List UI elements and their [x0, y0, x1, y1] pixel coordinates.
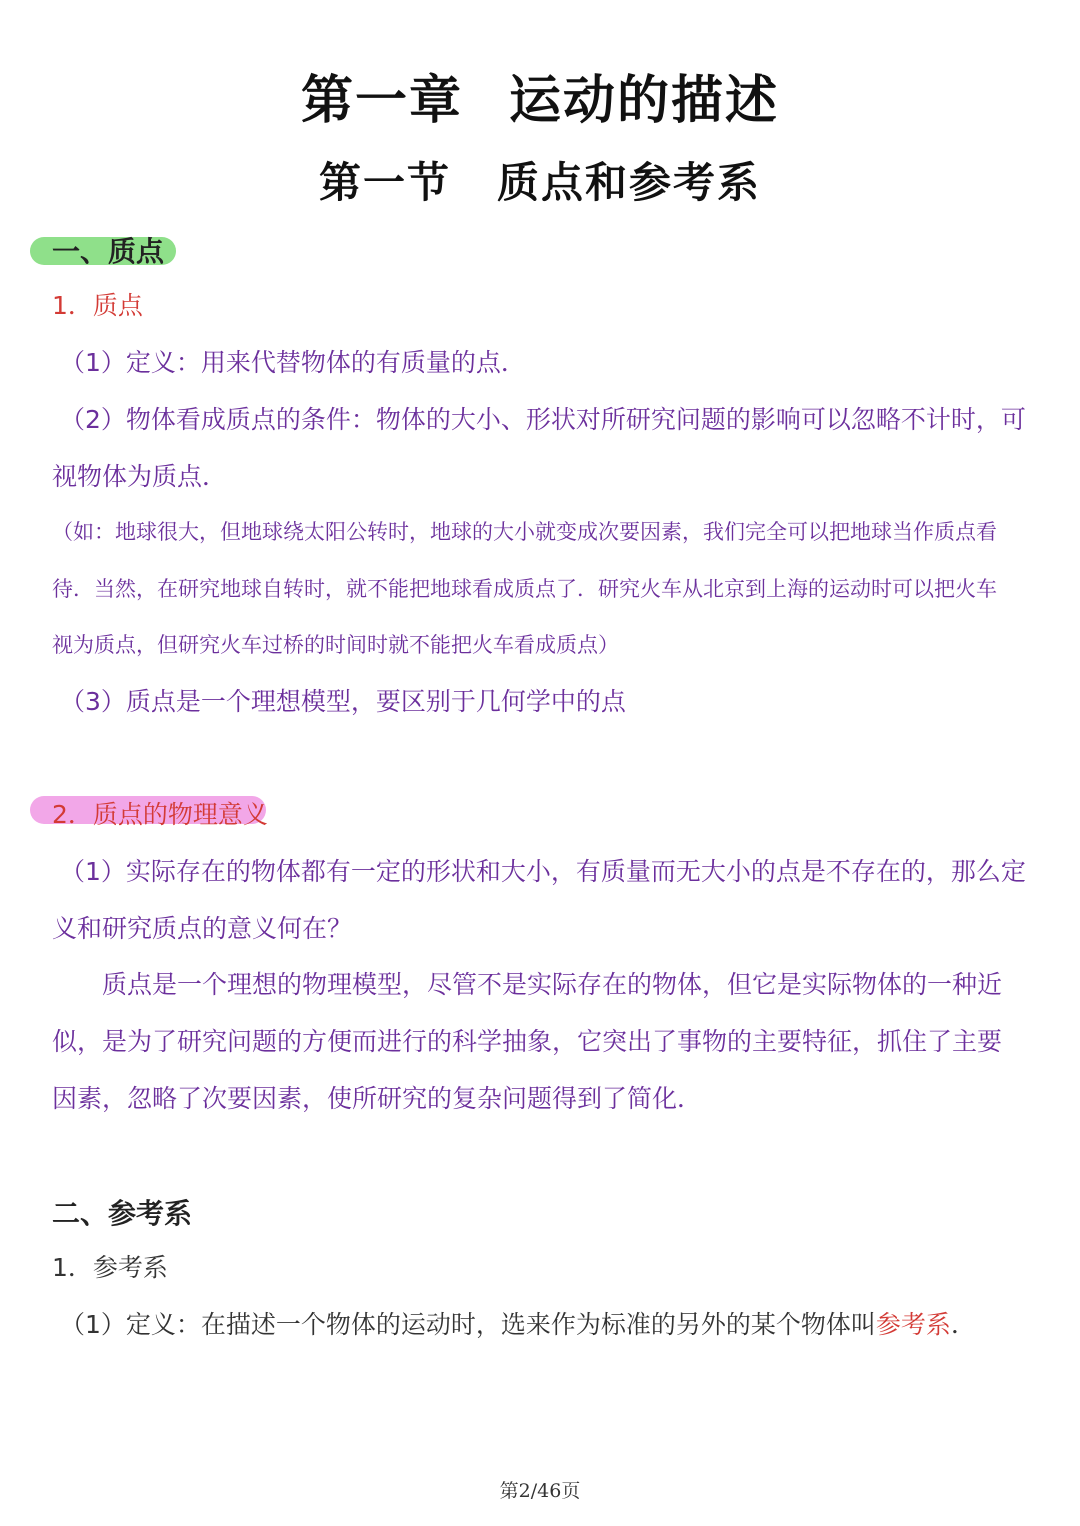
definition-prefix: （1）定义：在描述一个物体的运动时，选来作为标准的另外的某个物体叫	[60, 1310, 876, 1339]
chapter-title	[0, 58, 1080, 133]
page-number: 第2/46页	[499, 1480, 581, 1502]
sub1-heading: 1．质点	[52, 291, 143, 320]
chapter-number: 第一章	[300, 71, 463, 131]
answer-line-2: 似，是为了研究问题的方便而进行的科学抽象，它突出了事物的主要特征，抓住了主要	[52, 1027, 1003, 1056]
chapter-name: 运动的描述	[509, 71, 780, 131]
condition-line-1: （2）物体看成质点的条件：物体的大小、形状对所研究问题的影响可以忽略不计时，可	[60, 405, 1026, 434]
sub2-heading: 2．质点的物理意义	[52, 800, 268, 829]
section-number: 第一节	[318, 158, 451, 207]
part2-heading: 二、参考系	[52, 1197, 193, 1230]
definition-suffix: ．	[950, 1310, 976, 1339]
part1-heading: 一、质点	[52, 235, 165, 268]
section-name: 质点和参考系	[497, 158, 762, 207]
example-line-1: （如：地球很大，但地球绕太阳公转时，地球的大小就变成次要因素，我们完全可以把地球当作质点看	[52, 520, 997, 544]
reference-frame-definition	[60, 1296, 1050, 1353]
reference-frame-term: 参考系	[875, 1310, 951, 1339]
example-line-2: 待．当然，在研究地球自转时，就不能把地球看成质点了．研究火车从北京到上海的运动时可以把火车	[52, 577, 997, 601]
question-line-1: （1）实际存在的物体都有一定的形状和大小，有质量而无大小的点是不存在的，那么定	[60, 857, 1026, 886]
condition-line-2: 视物体为质点．	[52, 462, 228, 491]
section-title	[0, 150, 1080, 210]
question-line-2: 义和研究质点的意义何在？	[52, 914, 353, 943]
ideal-model-line: （3）质点是一个理想模型，要区别于几何学中的点	[60, 687, 626, 716]
answer-line-3: 因素，忽略了次要因素，使所研究的复杂问题得到了简化．	[52, 1084, 703, 1113]
reference-frame-heading: 1．参考系	[52, 1253, 168, 1282]
definition-line: （1）定义：用来代替物体的有质量的点．	[60, 348, 526, 377]
example-line-3: 视为质点，但研究火车过桥的时间时就不能把火车看成质点）	[52, 633, 619, 657]
answer-line-1: 质点是一个理想的物理模型，尽管不是实际存在的物体，但它是实际物体的一种近	[102, 970, 1003, 999]
